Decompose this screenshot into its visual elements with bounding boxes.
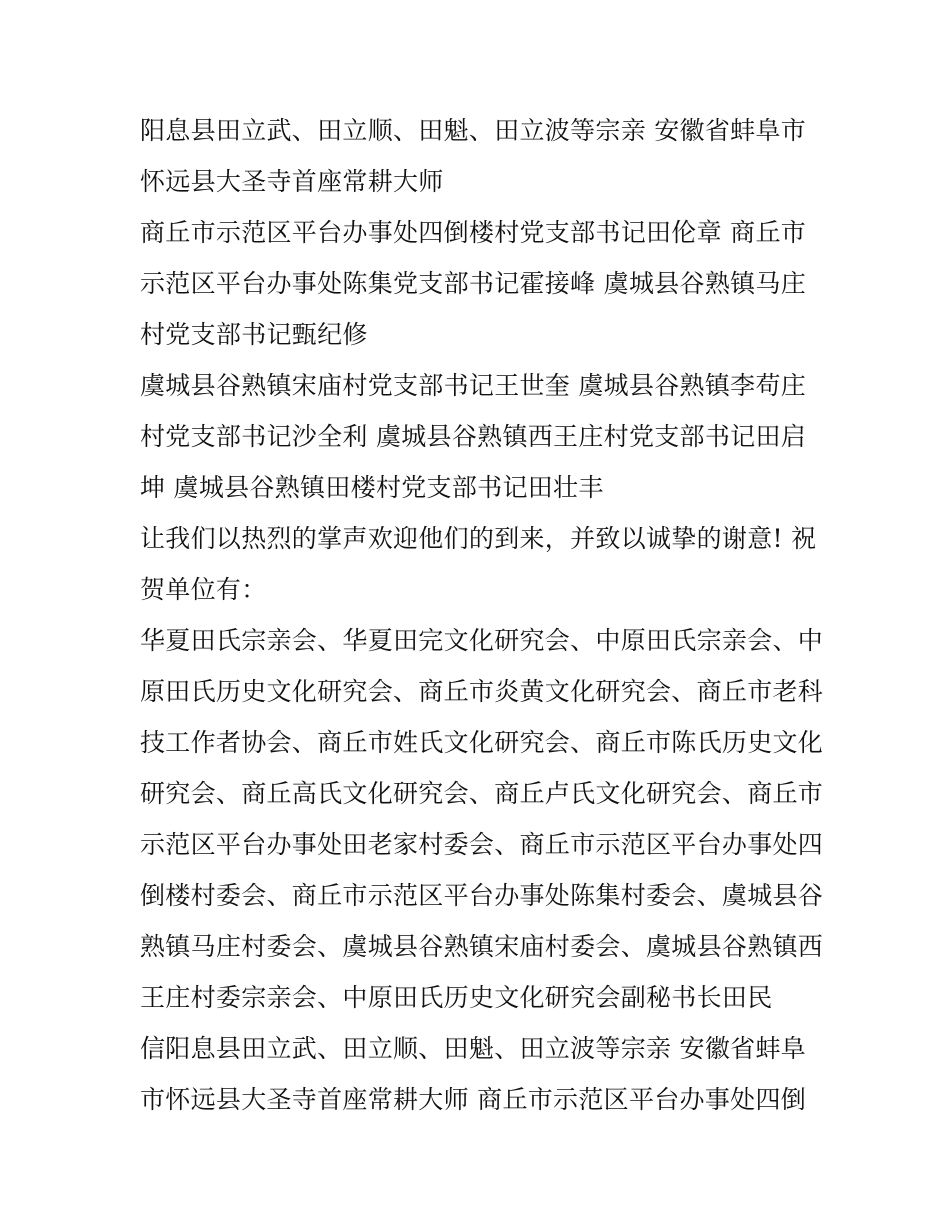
text-line: 倒楼村委会、商丘市示范区平台办事处陈集村委会、虞城县谷	[140, 881, 824, 910]
text-line: 熟镇马庄村委会、虞城县谷熟镇宋庙村委会、虞城县谷熟镇西	[140, 932, 824, 961]
paragraph-guests-repeat	[140, 1023, 820, 1125]
text-line: 王庄村委宗亲会、中原田氏历史文化研究会副秘书长田民	[140, 983, 773, 1012]
text-line: 让我们以热烈的掌声欢迎他们的到来，并致以诚挚的谢意! 祝	[140, 524, 817, 553]
text-line: 怀远县大圣寺首座常耕大师	[140, 167, 444, 196]
text-line: 研究会、商丘高氏文化研究会、商丘卢氏文化研究会、商丘市	[140, 779, 824, 808]
paragraph-congratulating-units	[140, 615, 824, 1023]
paragraph-guests-yucheng	[140, 360, 820, 513]
paragraph-guests-shangqiu	[140, 207, 820, 360]
text-line: 村党支部书记沙全利 虞城县谷熟镇西王庄村党支部书记田启	[140, 422, 807, 451]
text-line: 示范区平台办事处田老家村委会、商丘市示范区平台办事处四	[140, 830, 824, 859]
paragraph-welcome	[140, 513, 820, 615]
text-line: 华夏田氏宗亲会、华夏田完文化研究会、中原田氏宗亲会、中	[140, 626, 824, 655]
text-line: 示范区平台办事处陈集党支部书记霍接峰 虞城县谷熟镇马庄	[140, 269, 807, 298]
text-line: 商丘市示范区平台办事处四倒楼村党支部书记田伦章 商丘市	[140, 218, 807, 247]
text-line: 虞城县谷熟镇宋庙村党支部书记王世奎 虞城县谷熟镇李苟庄	[140, 371, 807, 400]
text-line: 坤 虞城县谷熟镇田楼村党支部书记田壮丰	[140, 473, 604, 502]
text-line: 原田氏历史文化研究会、商丘市炎黄文化研究会、商丘市老科	[140, 677, 824, 706]
text-line: 技工作者协会、商丘市姓氏文化研究会、商丘市陈氏历史文化	[140, 728, 824, 757]
document-body	[140, 105, 824, 1125]
text-line: 信阳息县田立武、田立顺、田魁、田立波等宗亲 安徽省蚌阜	[140, 1034, 807, 1063]
text-line: 阳息县田立武、田立顺、田魁、田立波等宗亲 安徽省蚌阜市	[140, 116, 807, 145]
text-line: 市怀远县大圣寺首座常耕大师 商丘市示范区平台办事处四倒	[140, 1085, 807, 1114]
paragraph-guests-xinyang	[140, 105, 820, 207]
text-line: 村党支部书记甄纪修	[140, 320, 368, 349]
text-line: 贺单位有：	[140, 575, 267, 604]
